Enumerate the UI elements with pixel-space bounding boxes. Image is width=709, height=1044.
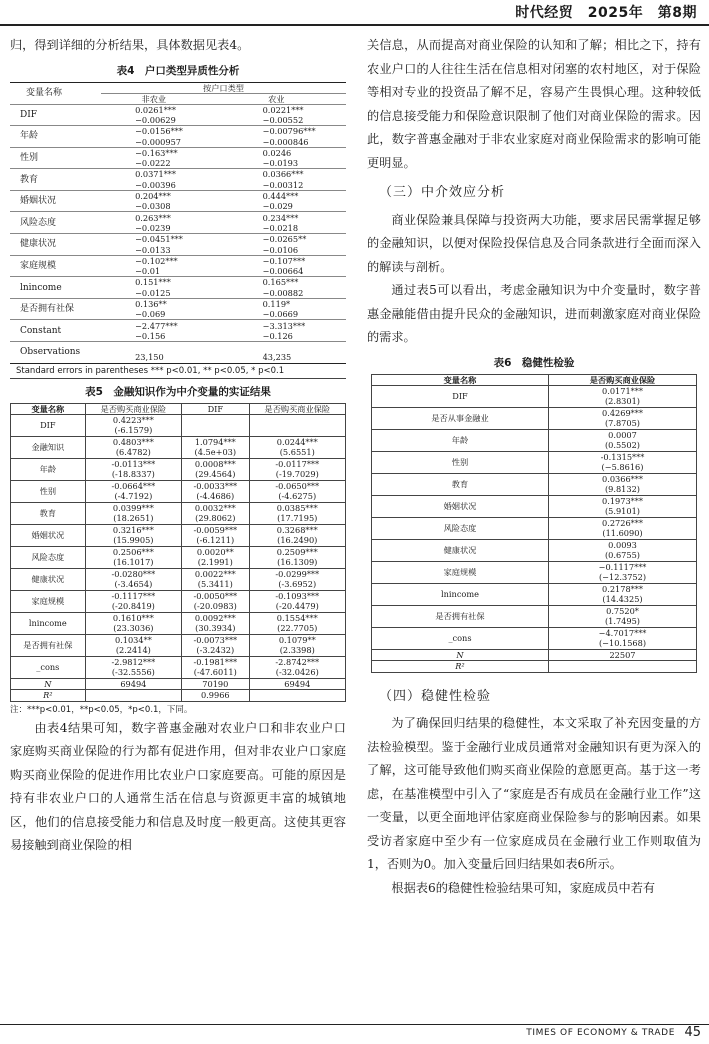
table5-tstat-c3s: (-4.6275): [249, 491, 345, 502]
table6-tstat: (11.6090): [549, 528, 697, 539]
right-paragraph-4: 为了确保回归结果的稳健性，本文采取了补充因变量的方法检验模型。鉴于金融行业成员通常对金融知识有更为深入的了解，这可能导致他们购买商业保险的意愿更高。基于这一考虑，在基准模型中引入了“家庭是否有成员在金融行业工作”这一变量，以更全面地评估家庭商业保险参与的影响因素。如果受访者家庭中至少有一位家庭成员在金融行业工作则取值为1，否则为0。加入变量后回归结果如表6所示。: [367, 716, 701, 871]
table5-tstat-c1s: (-4.7192): [85, 491, 181, 502]
table4-se-nonagri: −0.0125: [135, 287, 171, 298]
table5-coef-c2: -0.1981***: [182, 656, 249, 667]
table4-var-name: DIF: [10, 104, 101, 126]
table-row: [372, 429, 697, 440]
table-row: [10, 298, 346, 309]
right-paragraph-2: 商业保险兼具保障与投资两大功能，要求居民需掌握足够的金融知识，以便对保险投保信息及合同条款进行全面而深入的解读与剖析。: [367, 212, 701, 274]
table5-tstat-c2s: (30.3934): [182, 623, 249, 634]
table-row: [372, 561, 697, 572]
table-row: [11, 524, 346, 535]
table6-tstat: (0.6755): [549, 550, 697, 561]
table5-var-name: 金融知识: [11, 436, 86, 458]
table6-var-name: lnincome: [372, 583, 549, 605]
table6-var-name: DIF: [372, 385, 549, 407]
table5-coef-c1: -0.0664***: [85, 480, 181, 491]
table6-var-name: 是否拥有社保: [372, 605, 549, 627]
table-row: [11, 568, 346, 579]
table4-var-name: Observations: [10, 342, 101, 364]
table5-tstat-c1s: (18.2651): [85, 513, 181, 524]
table5-tstat-c1s: (15.9905): [85, 535, 181, 546]
table4-coef-nonagri: −0.163***: [101, 147, 207, 158]
table5-coef-c1: 0.4803***: [85, 436, 181, 447]
table6-tstat: (5.9101): [549, 506, 697, 517]
table5-var-name: 健康状况: [11, 568, 86, 590]
table5-coef-c3: [249, 414, 345, 425]
table4-se-nonagri: −0.00396: [135, 179, 176, 190]
table-row: [11, 656, 346, 667]
table6-r2-row: [372, 661, 697, 673]
table6-coef: 0.0366***: [549, 473, 697, 484]
table6-tstat: (7.8705): [549, 418, 697, 429]
right-column: [367, 34, 701, 900]
table5-r2-value: [85, 690, 181, 702]
table-row: [11, 436, 346, 447]
table4-var-name: 教育: [10, 169, 101, 191]
table4-coef-agri: 0.119*: [207, 298, 346, 309]
table-row: [10, 104, 346, 115]
table4-coef-agri: [207, 342, 346, 353]
table4-coef-agri: −0.107***: [207, 255, 346, 266]
table6-tstat: (0.5502): [549, 440, 697, 451]
table5-coef-c3: 0.3268***: [249, 524, 345, 535]
table-row: [10, 147, 346, 158]
table5-n-value: 69494: [249, 678, 345, 690]
table4-se-agri: −0.0193: [262, 158, 299, 169]
footer-journal-name: TIMES OF ECONOMY & TRADE: [526, 1028, 675, 1038]
table5-tstat-c2s: (29.8062): [182, 513, 249, 524]
footer-rule: [0, 1024, 709, 1025]
table5-var-name: 性别: [11, 480, 86, 502]
table6-var-name: 教育: [372, 473, 549, 495]
table-row: [10, 212, 346, 223]
table4-coef-agri: −0.0265**: [207, 234, 346, 245]
table4-coef-agri: −3.313***: [207, 320, 346, 331]
table5-tstat-c1s: (-20.8419): [85, 601, 181, 612]
table4-coef-nonagri: −2.477***: [101, 320, 207, 331]
table4-coef-nonagri: 0.0371***: [101, 169, 207, 180]
table5-tstat-c1s: (2.2414): [85, 645, 181, 656]
table5-coef-c2: [182, 414, 249, 425]
table5-coef-c3: 0.1079**: [249, 634, 345, 645]
table4-var-header: 变量名称: [26, 88, 63, 98]
table6-coef: 0.4269***: [549, 407, 697, 418]
table4-se-agri: −0.00552: [262, 114, 304, 125]
right-paragraph-3: 通过表5可以看出，考虑金融知识为中介变量时，数字普惠金融能借由提升民众的金融知识，进而刺激家庭对商业保险的需求。: [367, 283, 701, 344]
left-paragraph-1: 由表4结果可知，数字普惠金融对农业户口和非农业户口家庭购买商业保险的行为都有促进作用，但对非农业户口家庭购买商业保险的促进作用比农业户口家庭要高。可能的原因是持有非农业户口的人通常生活在信息与资源更丰富的城镇地区，他们的信息接受能力和信息及时度一般更高。这使其更容易接触到商业保险的相: [10, 720, 346, 853]
table-row: [10, 255, 346, 266]
table5-tstat-c1s: (-6.1579): [85, 425, 181, 436]
table6-tstat: (−10.1568): [549, 638, 697, 649]
table6-var-name: 年龄: [372, 429, 549, 451]
table4-coef-nonagri: [101, 342, 207, 353]
table5-tstat-c2s: (29.4564): [182, 469, 249, 480]
table4-se-agri: −0.126: [262, 330, 293, 341]
table5-header-c1: 是否购买商业保险: [85, 403, 181, 414]
table-row: [11, 590, 346, 601]
table6-coef: −4.7017***: [549, 627, 697, 638]
table5-coef-c1: -0.1117***: [85, 590, 181, 601]
table5-r2-value: [249, 690, 345, 702]
page-header: [0, 0, 709, 22]
table6-var-name: 风险态度: [372, 517, 549, 539]
table6-var-name: 健康状况: [372, 539, 549, 561]
table4-coef-nonagri: −0.102***: [101, 255, 207, 266]
table6-coef: 0.0171***: [549, 385, 697, 396]
table4-se-nonagri: −0.069: [135, 309, 166, 320]
table4-coef-agri: −0.00796***: [207, 126, 346, 137]
table4-se-nonagri: −0.0239: [135, 222, 171, 233]
table5-var-name: 年龄: [11, 458, 86, 480]
table6-tstat: (2.8301): [549, 396, 697, 407]
right-paragraph-5: 根据表6的稳健性检验结果可知，家庭成员中若有: [391, 880, 656, 895]
table4-var-name: 风险态度: [10, 212, 101, 234]
table5-var-name: 家庭规模: [11, 590, 86, 612]
right-paragraph-1: 关信息，从而提高对商业保险的认知和了解；相比之下，持有农业户口的人往往生活在信息相对闭塞的农村地区，对于保险等相对专业的投资品了解不足，容易产生畏惧心理。这种较低的信息接受能力和保险意识限制了他们对商业保险的需求。因此，数字普惠金融对于非农业家庭对商业保险需求的影响可能更明显。: [367, 38, 701, 170]
table6-var-name: 是否从事金融业: [372, 407, 549, 429]
table-row: [10, 342, 346, 353]
table4-se-nonagri: −0.01: [135, 266, 161, 277]
table4-var-name: lnincome: [10, 277, 101, 299]
table-row: [11, 458, 346, 469]
intro-text: 归，得到详细的分析结果，具体数据见表4。: [10, 38, 250, 52]
table5-coef-c1: -0.0280***: [85, 568, 181, 579]
table4-coef-agri: 0.0221***: [207, 104, 346, 115]
table-row: [372, 605, 697, 616]
table6-tstat: (−12.3752): [549, 572, 697, 583]
table5-coef-c3: -2.8742***: [249, 656, 345, 667]
table5-var-name: 是否拥有社保: [11, 634, 86, 656]
table6-coef: 0.1973***: [549, 495, 697, 506]
table5-tstat-c2s: (-4.4686): [182, 491, 249, 502]
table5-coef-c3: -0.0650***: [249, 480, 345, 491]
table5-n-label: N: [11, 678, 86, 690]
table6-header-val: 是否购买商业保险: [549, 374, 697, 385]
table4-var-name: 性别: [10, 147, 101, 169]
table6-coef: 0.7520*: [549, 605, 697, 616]
table5-coef-c2: 0.0008***: [182, 458, 249, 469]
table5-tstat-c3s: (17.7195): [249, 513, 345, 524]
table4-var-name: 家庭规模: [10, 255, 101, 277]
table5-coef-c2: -0.0050***: [182, 590, 249, 601]
table5-tstat-c1s: (-3.4654): [85, 579, 181, 590]
table-row: [11, 480, 346, 491]
table5-tstat-c2s: (-3.2432): [182, 645, 249, 656]
table5-coef-c1: 0.0399***: [85, 502, 181, 513]
table5-coef-c3: 0.1554***: [249, 612, 345, 623]
table5-var-name: lnincome: [11, 612, 86, 634]
table5: [10, 403, 346, 702]
table-row: [11, 634, 346, 645]
table4-coef-agri: 0.0246: [207, 147, 346, 158]
table-row: [372, 583, 697, 594]
table6-var-name: 婚姻状况: [372, 495, 549, 517]
table-row: [11, 546, 346, 557]
table4-se-nonagri: −0.0308: [135, 201, 171, 212]
table5-coef-c2: -0.0059***: [182, 524, 249, 535]
table5-tstat-c2s: (-6.1211): [182, 535, 249, 546]
table5-tstat-c3s: (5.6551): [249, 447, 345, 458]
left-column: [10, 34, 346, 858]
table5-tstat-c3s: (-3.6952): [249, 579, 345, 590]
table-row: [10, 126, 346, 137]
section-heading-3: （三）中介效应分析: [379, 185, 506, 200]
table5-header-c2: DIF: [182, 403, 249, 414]
table6: [371, 374, 697, 673]
table5-tstat-c2s: [182, 425, 249, 436]
table5-tstat-c2s: (-20.0983): [182, 601, 249, 612]
table4-var-name: 是否拥有社保: [10, 298, 101, 320]
table4-coef-nonagri: 0.263***: [101, 212, 207, 223]
table-row: [372, 451, 697, 462]
table5-tstat-c3s: (-20.4479): [249, 601, 345, 612]
table6-var-name: _cons: [372, 627, 549, 649]
table5-coef-c1: 0.4223***: [85, 414, 181, 425]
table-row: [11, 414, 346, 425]
table-row: [10, 320, 346, 331]
table5-var-name: 教育: [11, 502, 86, 524]
table4-var-name: 婚姻状况: [10, 190, 101, 212]
table-row: [10, 277, 346, 288]
table6-header-var: 变量名称: [372, 374, 549, 385]
table4-group-header: 按户口类型: [101, 82, 346, 93]
table5-coef-c2: -0.0033***: [182, 480, 249, 491]
table-row: [372, 385, 697, 396]
table6-tstat: (1.7495): [549, 616, 697, 627]
table4-coef-nonagri: 0.151***: [101, 277, 207, 288]
table5-coef-c1: 0.1610***: [85, 612, 181, 623]
table5-r2-row: [11, 690, 346, 702]
section-heading-4: （四）稳健性检验: [379, 688, 492, 704]
table5-coef-c2: 0.0032***: [182, 502, 249, 513]
table6-coef: 0.0093: [549, 539, 697, 550]
table4-se-agri: −0.00882: [262, 287, 304, 298]
table6-n-row: [372, 649, 697, 661]
table4-se-nonagri: −0.0222: [135, 158, 171, 169]
table4-coef-nonagri: 0.204***: [101, 190, 207, 201]
table5-note: 注：***p<0.01，**p<0.05，*p<0.1，下同。: [10, 704, 193, 715]
table4-se-agri: 43,235: [262, 352, 292, 363]
table5-var-name: 风险态度: [11, 546, 86, 568]
table4-se-agri: −0.029: [262, 201, 293, 212]
table5-tstat-c3s: [249, 425, 345, 436]
table-row: [372, 407, 697, 418]
table4-se-nonagri: −0.0133: [135, 244, 171, 255]
table-row: [10, 190, 346, 201]
table5-caption: 表5 金融知识作为中介变量的实证结果: [85, 385, 271, 398]
table6-coef: −0.1117***: [549, 561, 697, 572]
table4-se-nonagri: −0.156: [135, 330, 166, 341]
table6-r2-label: R²: [372, 661, 549, 673]
table5-tstat-c3s: (2.3398): [249, 645, 345, 656]
table5-tstat-c1s: (16.1017): [85, 557, 181, 568]
table-row: [372, 627, 697, 638]
table4-se-agri: −0.00312: [262, 179, 304, 190]
table5-coef-c2: 1.0794***: [182, 436, 249, 447]
table-row: [372, 517, 697, 528]
table4-coef-nonagri: −0.0156***: [101, 126, 207, 137]
table5-tstat-c1s: (23.3036): [85, 623, 181, 634]
table5-header-var: 变量名称: [11, 403, 86, 414]
table5-r2-label: R²: [11, 690, 86, 702]
table5-n-value: 70190: [182, 678, 249, 690]
table-row: [372, 473, 697, 484]
table5-coef-c3: 0.0244***: [249, 436, 345, 447]
table5-var-name: _cons: [11, 656, 86, 678]
table5-coef-c1: 0.1034**: [85, 634, 181, 645]
table-row: [11, 502, 346, 513]
table5-coef-c3: -0.1093***: [249, 590, 345, 601]
table4-coef-nonagri: −0.0451***: [101, 234, 207, 245]
table5-coef-c2: 0.0092***: [182, 612, 249, 623]
table5-coef-c2: 0.0022***: [182, 568, 249, 579]
page-footer: [0, 1024, 709, 1044]
table4-se-agri: −0.0218: [262, 222, 299, 233]
table6-r2-value: [549, 661, 697, 673]
table5-tstat-c2s: (4.5e+03): [182, 447, 249, 458]
table5-tstat-c3s: (16.1309): [249, 557, 345, 568]
table6-coef: -0.1315***: [549, 451, 697, 462]
table5-tstat-c3s: (-32.0426): [249, 667, 345, 678]
page-number: 45: [684, 1025, 701, 1040]
table6-tstat: (−5.8616): [549, 462, 697, 473]
table4-col-nonagri: 非农业: [141, 93, 167, 104]
table6-coef: 0.0007: [549, 429, 697, 440]
table6-n-value: 22507: [549, 649, 697, 661]
table4-coef-agri: 0.444***: [207, 190, 346, 201]
table6-var-name: 性别: [372, 451, 549, 473]
table4-coef-agri: 0.234***: [207, 212, 346, 223]
table5-coef-c1: 0.3216***: [85, 524, 181, 535]
table5-coef-c2: -0.0073***: [182, 634, 249, 645]
table5-n-value: 69494: [85, 678, 181, 690]
table6-tstat: (14.4325): [549, 594, 697, 605]
table5-coef-c1: 0.2506***: [85, 546, 181, 557]
table4-coef-nonagri: 0.136**: [101, 298, 207, 309]
table5-n-row: [11, 678, 346, 690]
table4-se-agri: −0.0106: [262, 244, 299, 255]
table5-tstat-c1s: (-18.8337): [85, 469, 181, 480]
table5-tstat-c3s: (-19.7029): [249, 469, 345, 480]
table4: [10, 82, 346, 364]
table5-var-name: 婚姻状况: [11, 524, 86, 546]
table6-tstat: (9.8132): [549, 484, 697, 495]
table5-coef-c3: -0.0117***: [249, 458, 345, 469]
table4-se-agri: −0.00664: [262, 266, 304, 277]
table4-col-agri: 农业: [268, 93, 285, 104]
table4-se-nonagri: −0.000957: [135, 136, 181, 147]
table4-se-agri: −0.000846: [262, 136, 309, 147]
table5-coef-c3: 0.2509***: [249, 546, 345, 557]
table5-tstat-c3s: (22.7705): [249, 623, 345, 634]
journal-issue-title: 时代经贸 2025年 第8期: [515, 5, 697, 21]
table5-coef-c3: -0.0299***: [249, 568, 345, 579]
table4-var-name: 年龄: [10, 126, 101, 148]
table4-coef-agri: 0.165***: [207, 277, 346, 288]
table4-coef-agri: 0.0366***: [207, 169, 346, 180]
table5-tstat-c3s: (16.2490): [249, 535, 345, 546]
table6-caption: 表6 稳健性检验: [493, 356, 575, 369]
table4-var-name: Constant: [10, 320, 101, 342]
table4-se-nonagri: −0.00629: [135, 114, 176, 125]
table6-coef: 0.2178***: [549, 583, 697, 594]
table5-coef-c1: -2.9812***: [85, 656, 181, 667]
table5-tstat-c1s: (-32.5556): [85, 667, 181, 678]
table5-tstat-c2s: (2.1991): [182, 557, 249, 568]
table5-tstat-c2s: (-47.6011): [182, 667, 249, 678]
table5-coef-c1: -0.0113***: [85, 458, 181, 469]
table-row: [372, 539, 697, 550]
table-row: [10, 234, 346, 245]
table-row: [372, 495, 697, 506]
table5-coef-c3: 0.0385***: [249, 502, 345, 513]
table6-n-label: N: [372, 649, 549, 661]
table4-se-agri: −0.0669: [262, 309, 299, 320]
table4-note: Standard errors in parentheses *** p<0.01, ** p<0.05, * p<0.1: [10, 364, 346, 379]
table-row: [11, 612, 346, 623]
table5-r2-value: 0.9966: [182, 690, 249, 702]
table5-header-c3: 是否购买商业保险: [249, 403, 345, 414]
table4-coef-nonagri: 0.0261***: [101, 104, 207, 115]
table6-var-name: 家庭规模: [372, 561, 549, 583]
table4-caption: 表4 户口类型异质性分析: [116, 64, 240, 77]
table-row: [10, 169, 346, 180]
header-rule: [0, 24, 709, 26]
table5-tstat-c2s: (5.3411): [182, 579, 249, 590]
table5-tstat-c1s: (6.4782): [85, 447, 181, 458]
table5-var-name: DIF: [11, 414, 86, 436]
table4-var-name: 健康状况: [10, 234, 101, 256]
table5-coef-c2: 0.0020**: [182, 546, 249, 557]
table6-coef: 0.2726***: [549, 517, 697, 528]
table4-se-nonagri: 23,150: [135, 352, 164, 363]
